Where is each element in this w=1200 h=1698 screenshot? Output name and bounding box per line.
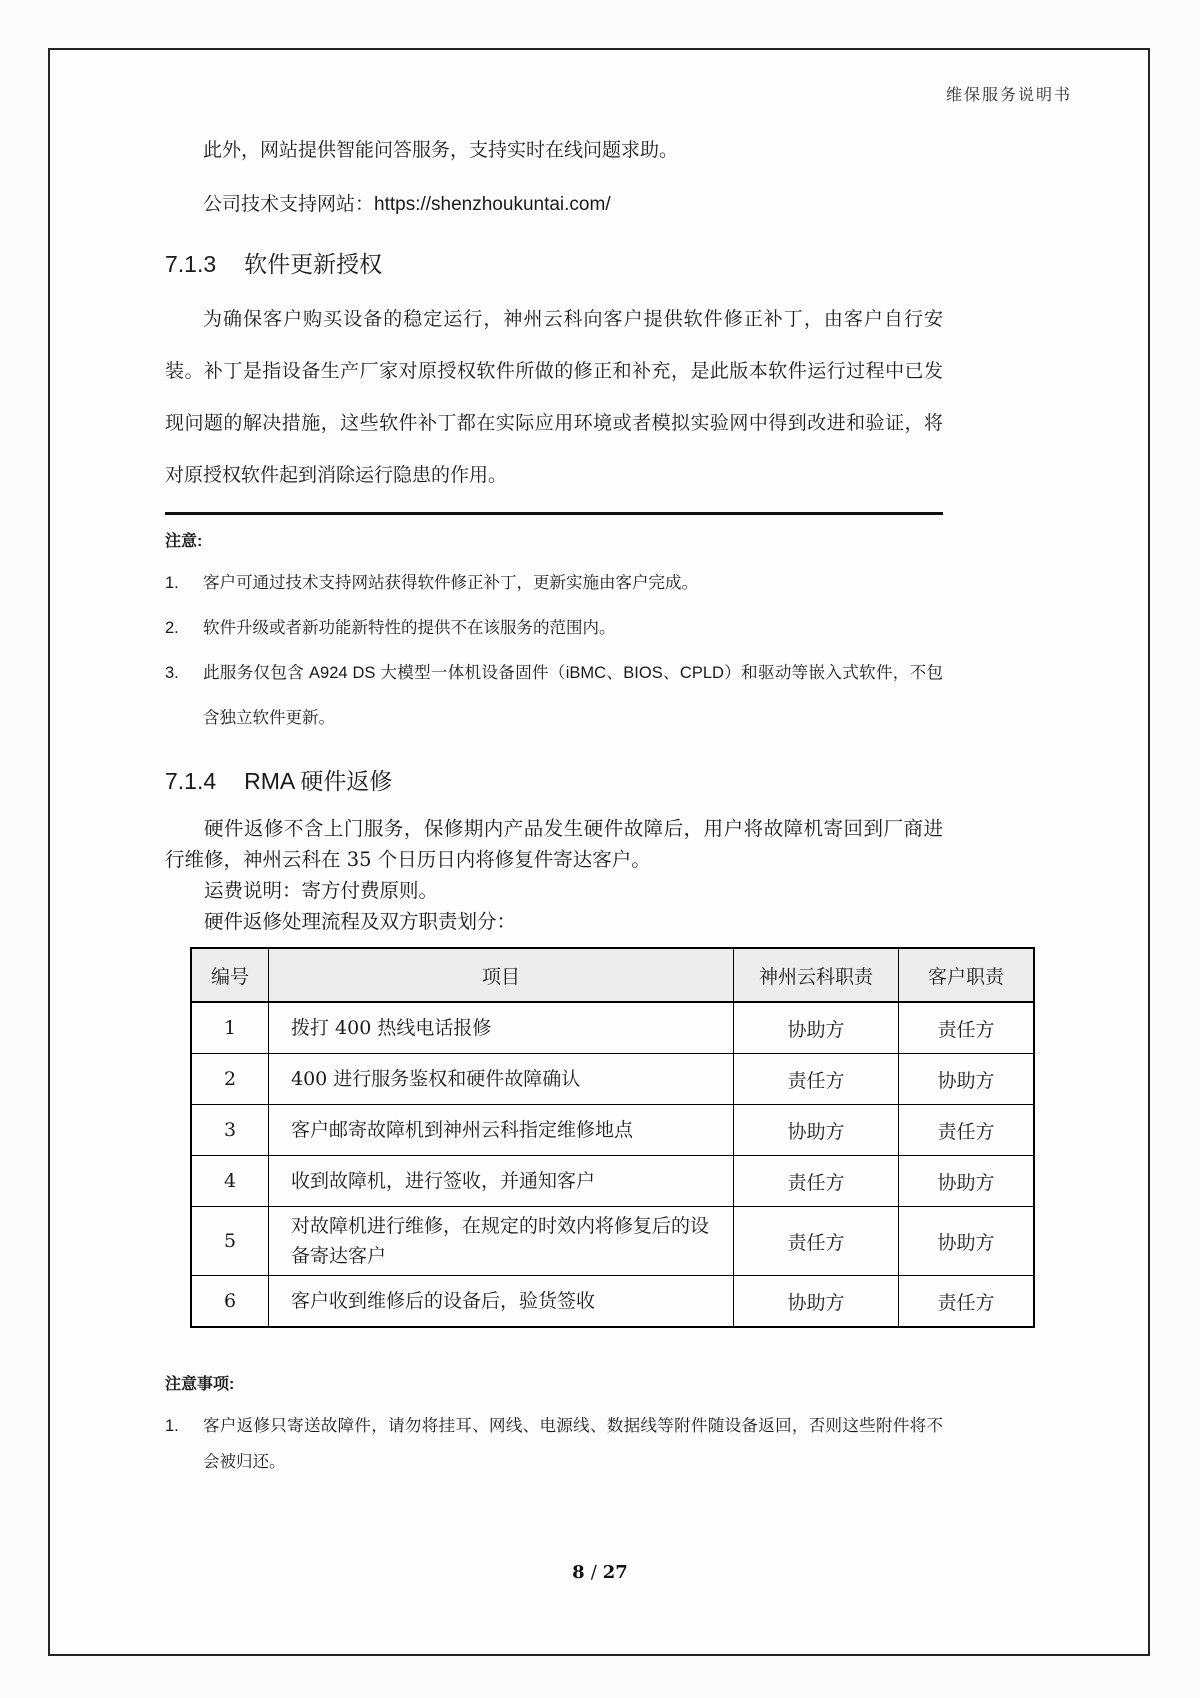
doc-header-title: 维保服务说明书 [945, 85, 1072, 104]
footer-separator: / [590, 1562, 597, 1583]
page-content [165, 48, 1004, 1480]
cell-customer-role: 协助方 [899, 1156, 1035, 1207]
note-text: 客户可通过技术支持网站获得软件修正补丁，更新实施由客户完成。 [203, 574, 698, 592]
table-row [191, 1276, 1034, 1328]
cell-item: 对故障机进行维修，在规定的时效内将修复后的设备寄达客户 [269, 1207, 734, 1276]
table-header-row [191, 948, 1034, 1002]
rma-description-paragraph: 硬件返修不含上门服务，保修期内产品发生硬件故障后，用户将故障机寄回到厂商进行维修，神州云科在 35 个日历日内将修复件寄达客户。 [165, 817, 943, 871]
note-number: 3. [165, 664, 179, 682]
notice-list-713 [165, 561, 943, 741]
rma-process-table [190, 947, 1035, 1328]
section-714-heading [165, 765, 943, 797]
support-website-paragraph [165, 192, 943, 218]
cell-row-number: 3 [191, 1105, 269, 1156]
notice-label: 注意: [165, 533, 203, 550]
note-number: 1. [165, 1417, 179, 1435]
cell-customer-role: 责任方 [899, 1276, 1035, 1328]
table-row [191, 1207, 1034, 1276]
table-header-number: 编号 [191, 948, 269, 1002]
note-number: 2. [165, 619, 179, 637]
note-text: 此服务仅包含 A924 DS 大模型一体机设备固件（iBMC、BIOS、CPLD）和驱动等嵌入式软件，不包含独立软件更新。 [203, 664, 943, 727]
process-intro-paragraph: 硬件返修处理流程及双方职责划分： [204, 910, 517, 933]
section-713-heading [165, 248, 943, 280]
list-item [165, 1408, 943, 1480]
cell-customer-role: 责任方 [899, 1105, 1035, 1156]
cell-item: 收到故障机，进行签收，并通知客户 [269, 1156, 734, 1207]
cell-item: 客户收到维修后的设备后，验货签收 [269, 1276, 734, 1328]
footer-page-total: 27 [602, 1562, 628, 1583]
table-row [191, 1054, 1034, 1105]
cell-vendor-role: 协助方 [734, 1105, 899, 1156]
cell-item: 400 进行服务鉴权和硬件故障确认 [269, 1054, 734, 1105]
note-text: 客户返修只寄送故障件，请勿将挂耳、网线、电源线、数据线等附件随设备返回，否则这些附件将不会被归还。 [203, 1417, 943, 1471]
cell-vendor-role: 责任方 [734, 1054, 899, 1105]
cell-vendor-role: 责任方 [734, 1207, 899, 1276]
footer-page-current: 8 [572, 1562, 585, 1583]
notice-list-714 [165, 1408, 943, 1480]
shipping-fee-paragraph: 运费说明：寄方付费原则。 [204, 879, 439, 902]
support-website-url: https://shenzhoukuntai.com/ [374, 194, 611, 215]
cell-row-number: 4 [191, 1156, 269, 1207]
footer-page-number [0, 1562, 1200, 1583]
cell-row-number: 5 [191, 1207, 269, 1276]
cell-row-number: 6 [191, 1276, 269, 1328]
cell-customer-role: 责任方 [899, 1002, 1035, 1054]
section-713-number: 7.1.3 [165, 251, 217, 277]
notice-divider [165, 512, 943, 515]
section-714-title: RMA 硬件返修 [244, 768, 393, 794]
note-text: 软件升级或者新功能新特性的提供不在该服务的范围内。 [203, 619, 616, 637]
table-row [191, 1156, 1034, 1207]
section-713-body: 为确保客户购买设备的稳定运行，神州云科向客户提供软件修正补丁，由客户自行安装。补丁是指设备生产厂家对原授权软件所做的修正和补充，是此版本软件运行过程中已发现问题的解决措施，这些软件补丁都在实际应用环境或者模拟实验网中得到改进和验证，将对原授权软件起到消除运行隐患的作用。 [165, 309, 943, 486]
notice-items-label: 注意事项: [165, 1376, 235, 1393]
list-item [165, 651, 943, 741]
cell-vendor-role: 协助方 [734, 1002, 899, 1054]
support-website-label: 公司技术支持网站： [203, 194, 375, 215]
cell-item: 客户邮寄故障机到神州云科指定维修地点 [269, 1105, 734, 1156]
table-row [191, 1002, 1034, 1054]
section-714-number: 7.1.4 [165, 768, 217, 794]
intro-paragraph: 此外，网站提供智能问答服务，支持实时在线问题求助。 [203, 140, 679, 161]
table-header-item: 项目 [269, 948, 734, 1002]
table-header-vendor-role: 神州云科职责 [734, 948, 899, 1002]
list-item [165, 606, 943, 651]
cell-vendor-role: 协助方 [734, 1276, 899, 1328]
list-item [165, 561, 943, 606]
note-number: 1. [165, 574, 179, 592]
cell-item: 拨打 400 热线电话报修 [269, 1002, 734, 1054]
table-row [191, 1105, 1034, 1156]
cell-vendor-role: 责任方 [734, 1156, 899, 1207]
cell-row-number: 2 [191, 1054, 269, 1105]
cell-customer-role: 协助方 [899, 1207, 1035, 1276]
section-713-title: 软件更新授权 [244, 251, 383, 277]
table-header-customer-role: 客户职责 [899, 948, 1035, 1002]
cell-row-number: 1 [191, 1002, 269, 1054]
cell-customer-role: 协助方 [899, 1054, 1035, 1105]
